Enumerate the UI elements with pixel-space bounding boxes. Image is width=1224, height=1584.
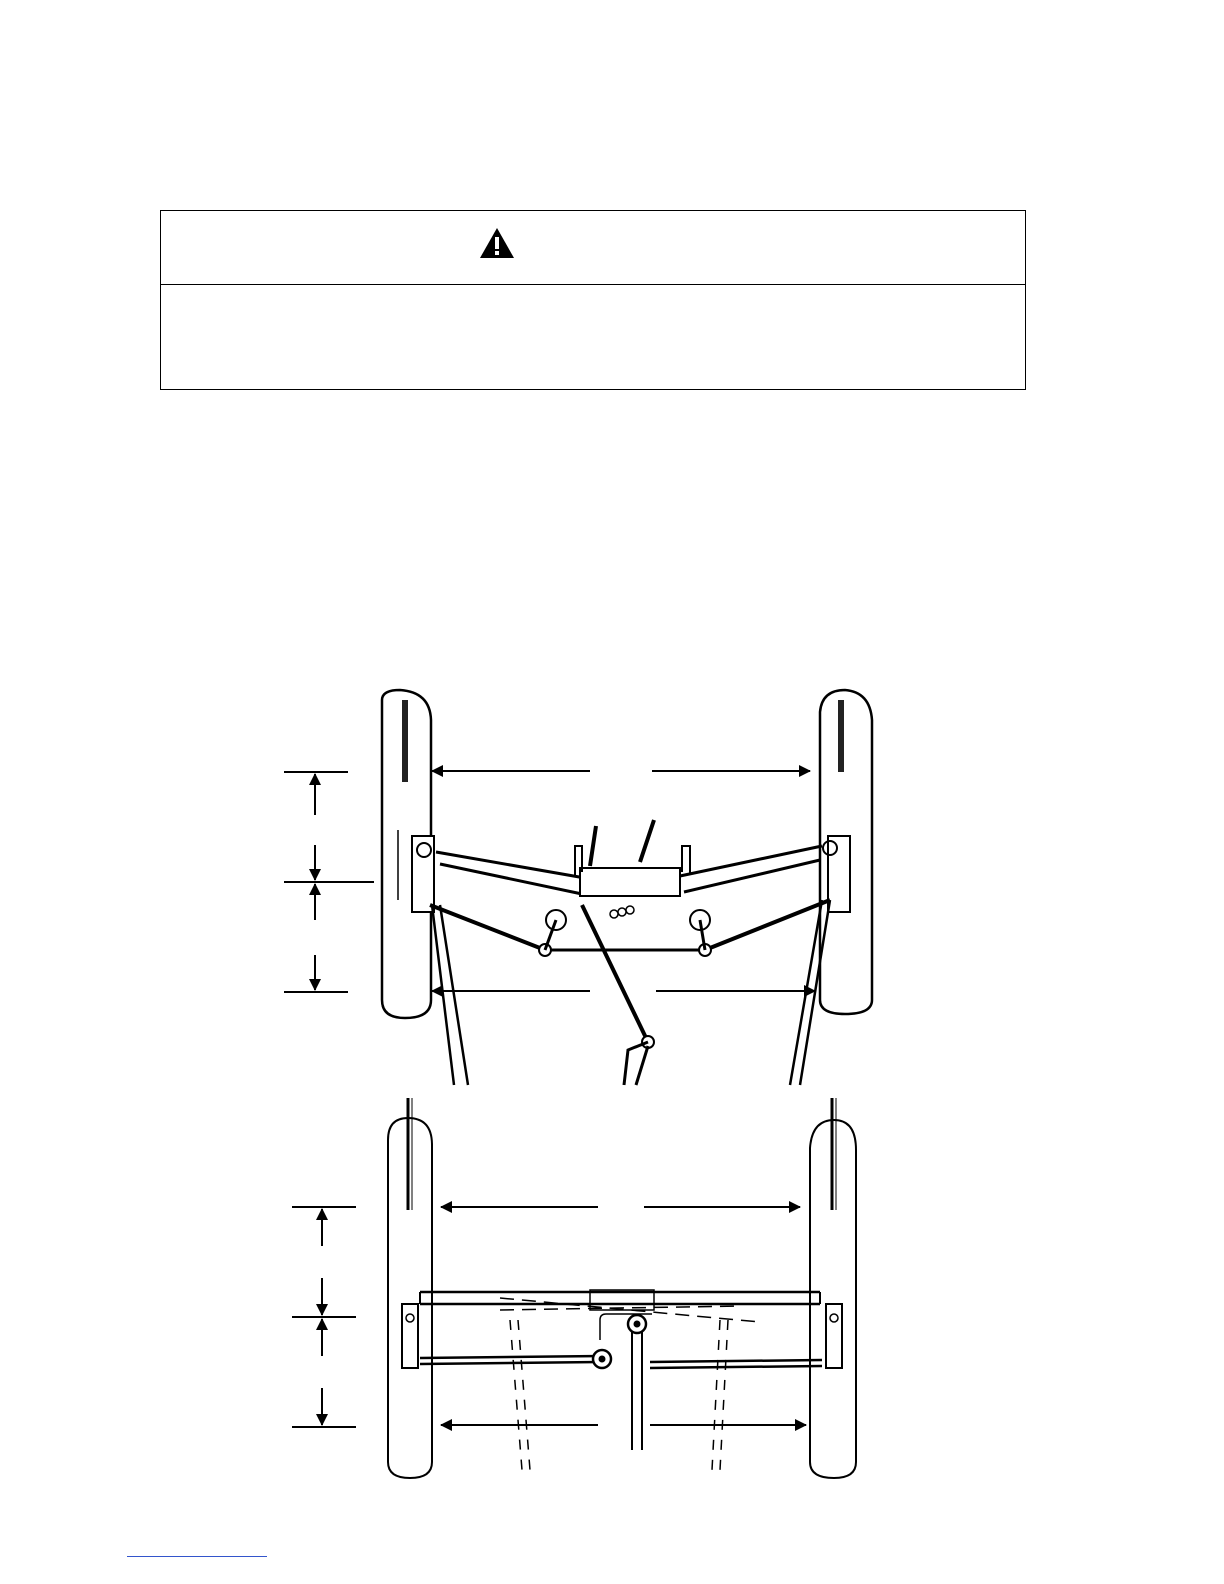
axle-linkage: [402, 1290, 842, 1470]
dimension-vertical-offsets-fig2: [292, 1207, 356, 1427]
left-ski-fig2: [388, 1098, 432, 1478]
footer-link-underline[interactable]: [127, 1556, 267, 1557]
right-ski-fig2: [810, 1098, 856, 1478]
